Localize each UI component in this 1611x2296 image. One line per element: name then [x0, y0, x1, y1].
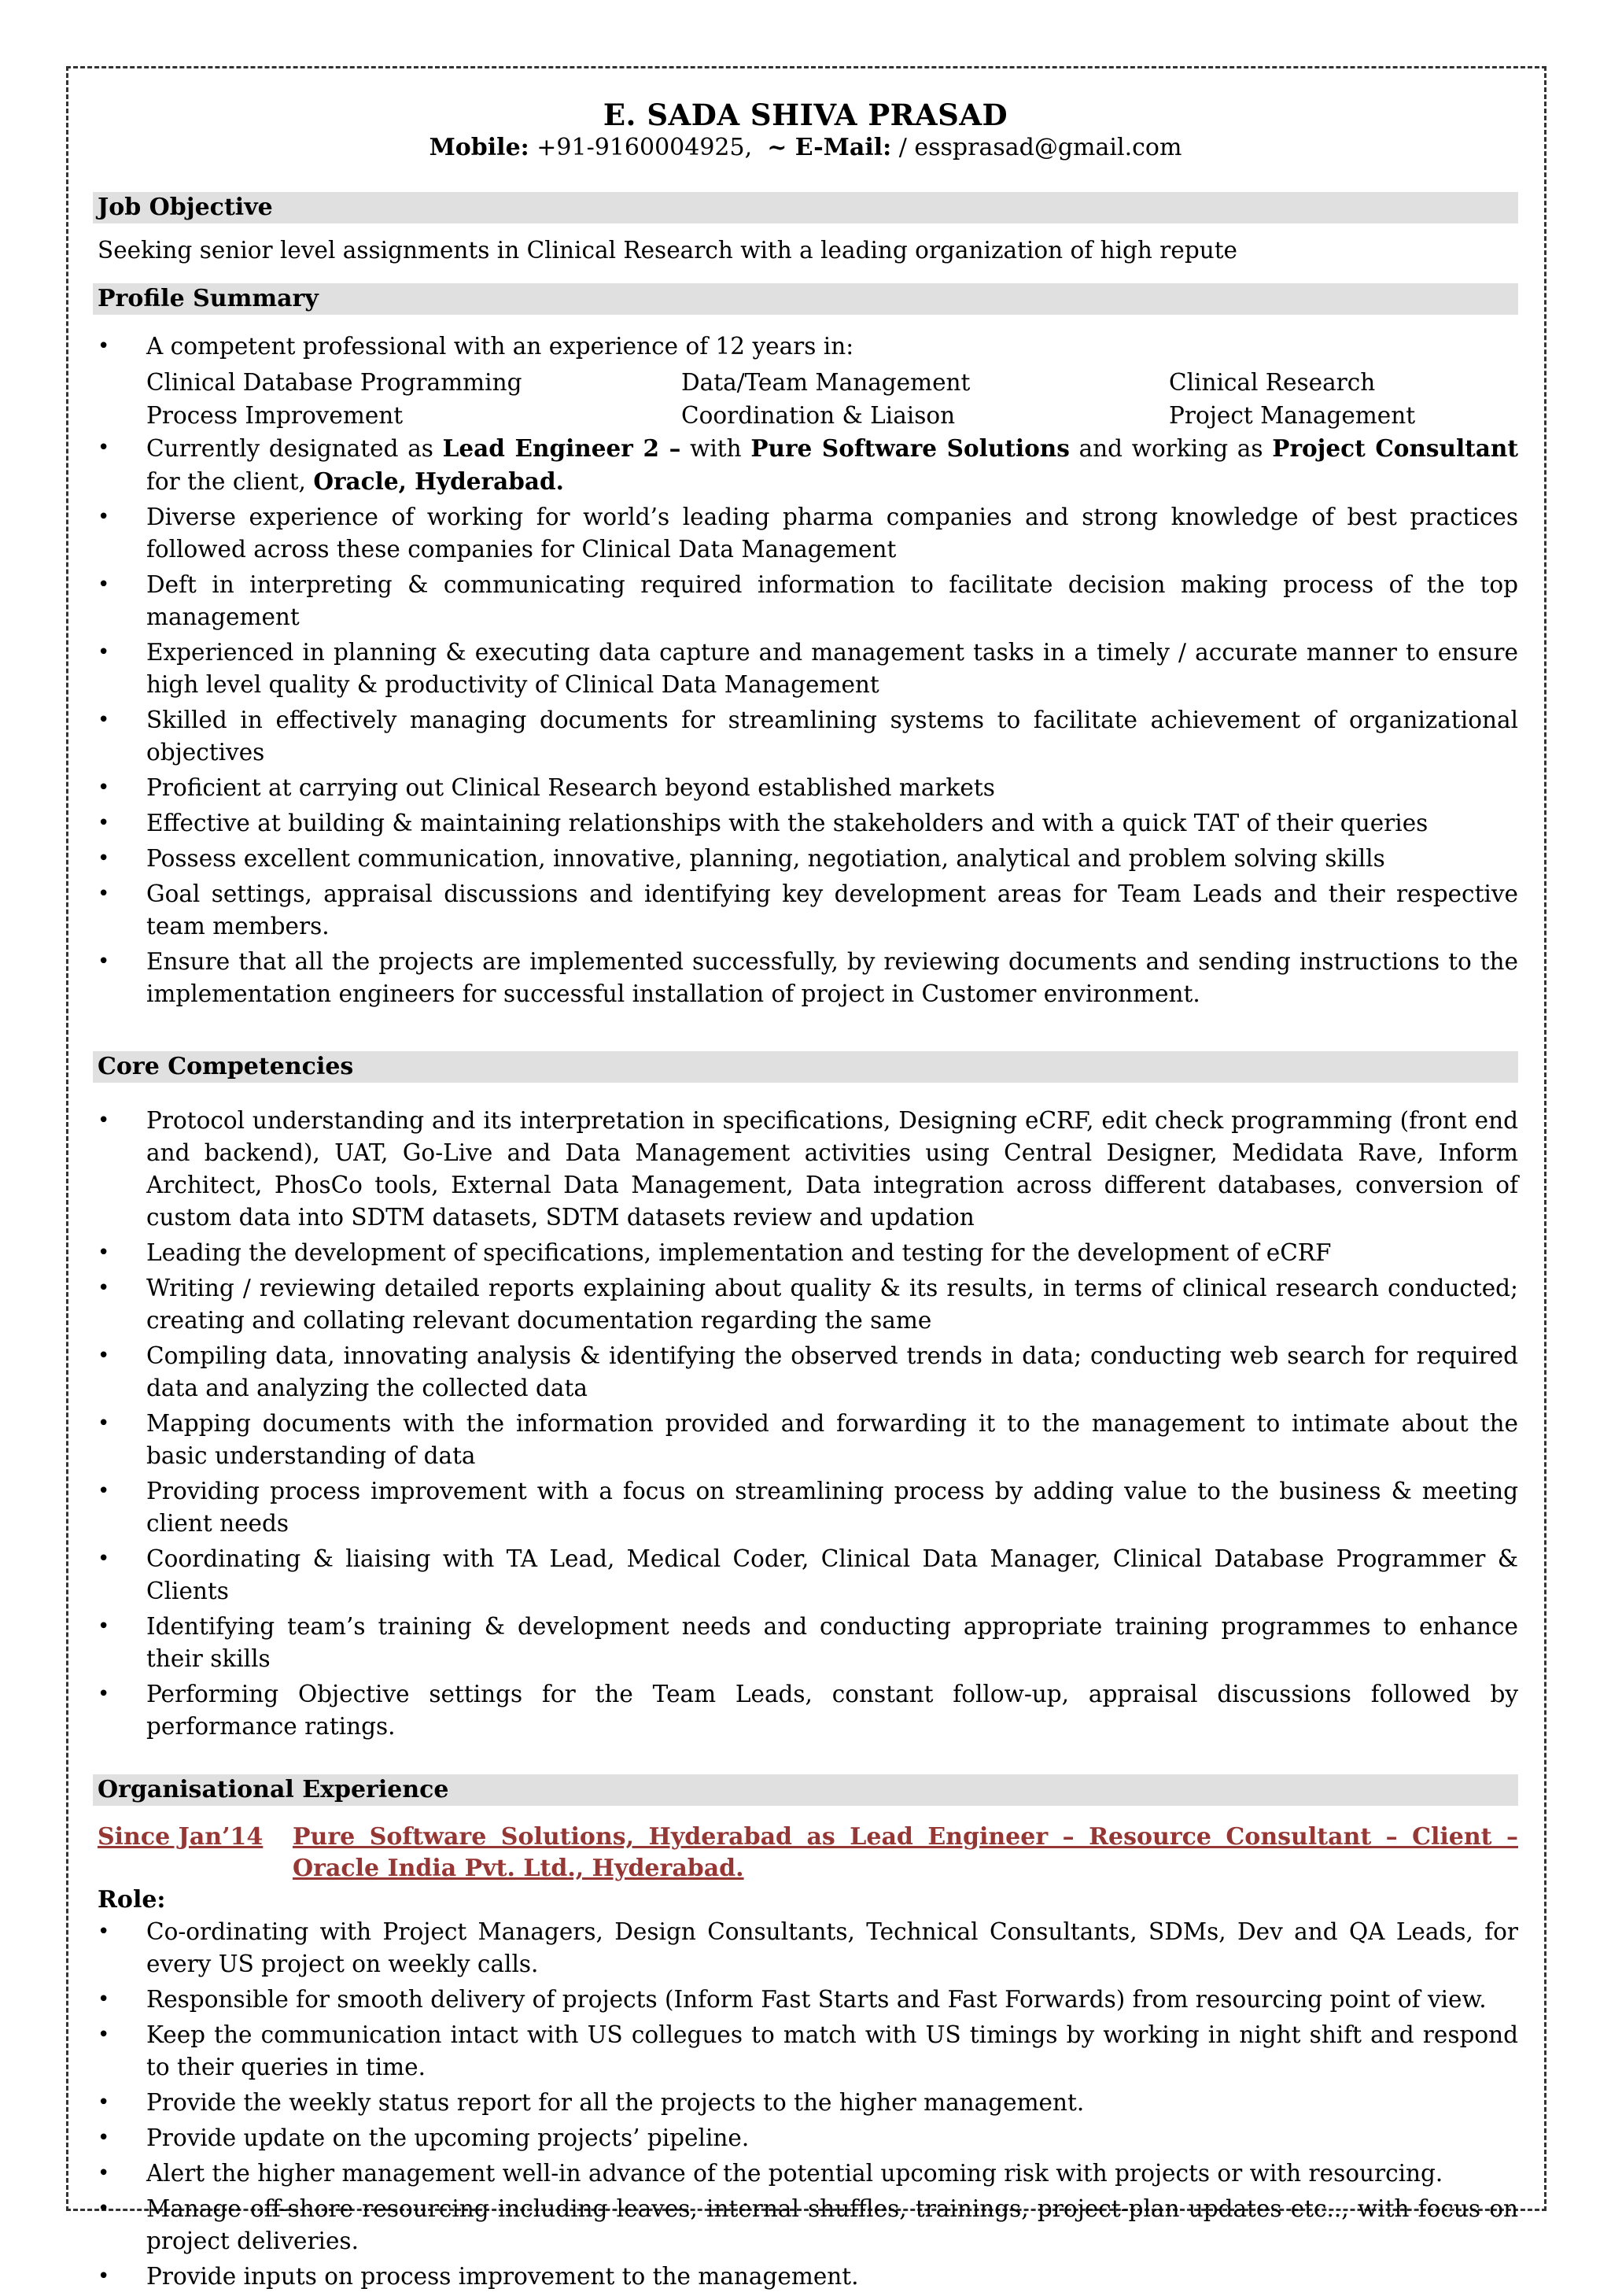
list-item — [93, 878, 1518, 943]
list-item — [93, 1916, 1518, 1980]
email-address: / essprasad@gmail.com — [898, 134, 1182, 161]
list-item-text: Provide update on the upcoming projects’ pipeline. — [146, 2124, 750, 2151]
section-heading-job-objective: Job Objective — [93, 192, 1518, 223]
bullet-icon: • — [98, 1241, 110, 1264]
mobile-number: +91-9160004925, — [536, 134, 753, 161]
list-item-text: Goal settings, appraisal discussions and identifying key development areas for Team Leads and their respective team members. — [146, 880, 1518, 939]
section-heading-experience: Organisational Experience — [93, 1774, 1518, 1806]
skill-item: Coordination & Liaison — [681, 402, 956, 429]
contact-line — [93, 132, 1518, 164]
list-item — [93, 501, 1518, 566]
bullet-icon: • — [98, 1615, 110, 1638]
skill-item: Data/Team Management — [681, 369, 971, 396]
list-item-text: Mapping documents with the information provided and forwarding it to the management to intimate about the basic understanding of data — [146, 1410, 1518, 1469]
experience-entry-heading — [93, 1822, 1518, 1884]
list-item — [93, 1105, 1518, 1234]
list-item-text: Writing / reviewing detailed reports explaining about quality & its results, in terms of clinical research conducted; creating and collating relevant documentation regarding the same — [146, 1275, 1518, 1334]
section-heading-profile-summary: Profile Summary — [93, 283, 1518, 315]
bullet-icon: • — [98, 776, 110, 799]
bullet-icon: • — [98, 2197, 110, 2220]
mobile-label: Mobile: — [429, 134, 529, 161]
bullet-icon: • — [98, 640, 110, 664]
resume-content — [93, 91, 1518, 2296]
candidate-name: E. SADA SHIVA PRASAD — [603, 98, 1008, 132]
list-item-text: Responsible for smooth delivery of projects (Inform Fast Starts and Fast Forwards) from resourcing point of view. — [146, 1986, 1487, 2013]
profile-summary-more-bullets — [93, 501, 1518, 1010]
list-item-text: Performing Objective settings for the Team Leads, constant follow-up, appraisal discussions followed by performance ratings. — [146, 1681, 1518, 1740]
list-item-text: Possess excellent communication, innovative, planning, negotiation, analytical and problem solving skills — [146, 845, 1385, 872]
list-item-text: Deft in interpreting & communicating required information to facilitate decision making process of the top management — [146, 571, 1518, 630]
list-item-text: Protocol understanding and its interpretation in specifications, Designing eCRF, edit check programming (front end and backend), UAT, Go-Live and Data Management activities using Central Designer, Medidata Rave, Inform Architect, PhosCo tools, External Data Management, Data integration across different databases, conversion of custom data into SDTM datasets, SDTM datasets review and updation — [146, 1107, 1518, 1231]
list-item — [93, 569, 1518, 633]
list-item — [93, 2158, 1518, 2190]
list-item — [93, 704, 1518, 769]
list-item-text: Compiling data, innovating analysis & identifying the observed trends in data; conducting web search for required data and analyzing the collected data — [146, 1342, 1518, 1401]
section-heading-core-competencies: Core Competencies — [93, 1051, 1518, 1083]
list-item — [93, 946, 1518, 1010]
list-item-text: Leading the development of specifications, implementation and testing for the development of eCRF — [146, 1239, 1332, 1266]
bullet-icon: • — [98, 436, 110, 460]
bullet-icon: • — [98, 573, 110, 596]
list-item-text: Identifying team’s training & development needs and conducting appropriate training programmes to enhance their skills — [146, 1613, 1518, 1672]
bullet-icon: • — [98, 1547, 110, 1571]
bullet-icon: • — [98, 1344, 110, 1368]
bullet-icon: • — [98, 882, 110, 906]
list-item — [93, 2261, 1518, 2293]
bullet-icon: • — [98, 1109, 110, 1132]
bullet-icon: • — [98, 505, 110, 529]
bullet-icon: • — [98, 847, 110, 870]
core-competencies-list — [93, 1105, 1518, 1743]
list-item-text: Keep the communication intact with US collegues to match with US timings by working in night shift and respond to their queries in time. — [146, 2021, 1518, 2080]
list-item — [93, 843, 1518, 875]
bullet-icon: • — [98, 2161, 110, 2185]
bullet-icon: • — [98, 1412, 110, 1435]
list-item — [93, 637, 1518, 701]
list-item: • Currently designated as Lead Engineer 2 – with Pure Software Solutions and working as Project Consultant for the client, Oracle, Hyderabad. — [93, 432, 1518, 498]
list-item-text: Proficient at carrying out Clinical Research beyond established markets — [146, 774, 995, 801]
skill-item: Clinical Database Programming — [146, 369, 522, 396]
bullet-icon: • — [98, 334, 110, 358]
bullet-icon: • — [98, 950, 110, 973]
list-item — [93, 1272, 1518, 1337]
list-item — [93, 1475, 1518, 1540]
bullet-icon: • — [98, 1682, 110, 1706]
email-label: ~ E-Mail: — [767, 134, 892, 161]
experience-company: Pure Software Solutions, Hyderabad as Lead Engineer – Resource Consultant – Client –Oracle India Pvt. Ltd., Hyderabad. — [293, 1823, 1518, 1882]
job-objective-text: Seeking senior level assignments in Clinical Research with a leading organization of high repute — [98, 237, 1238, 264]
list-item — [93, 2122, 1518, 2154]
list-item — [93, 2193, 1518, 2257]
bullet-icon: • — [98, 1276, 110, 1300]
experience-period: Since Jan’14 — [98, 1823, 264, 1851]
profile-summary-list — [93, 330, 1518, 363]
bullet-icon: • — [98, 2091, 110, 2114]
list-item-text: Diverse experience of working for world’s leading pharma companies and strong knowledge of best practices followed across these companies for Clinical Data Management — [146, 504, 1518, 563]
bullet-icon: • — [98, 2265, 110, 2288]
list-item — [93, 1237, 1518, 1269]
list-item-text: Coordinating & liaising with TA Lead, Medical Coder, Clinical Data Manager, Clinical Database Programmer & Clients — [146, 1545, 1518, 1604]
bullet-icon: • — [98, 811, 110, 835]
list-item: • A competent professional with an experience of 12 years in: — [93, 330, 1518, 363]
skill-item: Project Management — [1169, 402, 1416, 429]
list-item — [93, 1611, 1518, 1675]
bullet-icon: • — [98, 1988, 110, 2011]
skills-grid — [93, 366, 1518, 432]
list-item-text: Skilled in effectively managing documents for streamlining systems to facilitate achievement of organizational objectives — [146, 707, 1518, 766]
experience-role-list — [93, 1916, 1518, 2293]
bullet-icon: • — [98, 2023, 110, 2047]
list-item-text: Effective at building & maintaining relationships with the stakeholders and with a quick TAT of their queries — [146, 810, 1429, 836]
list-item — [93, 807, 1518, 840]
bullet-icon: • — [98, 1920, 110, 1943]
list-item — [93, 1543, 1518, 1608]
bullet-icon: • — [98, 2126, 110, 2150]
list-item — [93, 2087, 1518, 2119]
list-item-text: Provide the weekly status report for all the projects to the higher management. — [146, 2089, 1085, 2116]
list-item — [93, 1340, 1518, 1405]
list-item — [93, 1678, 1518, 1743]
profile-summary-bullets — [93, 432, 1518, 498]
skill-item: Clinical Research — [1169, 369, 1376, 396]
list-item-text: Experienced in planning & executing data capture and management tasks in a timely / accurate manner to ensure high level quality & productivity of Clinical Data Management — [146, 639, 1518, 698]
list-item-text: Co-ordinating with Project Managers, Design Consultants, Technical Consultants, SDMs, Dev and QA Leads, for every US project on weekly calls. — [146, 1918, 1518, 1977]
list-item — [93, 2019, 1518, 2084]
list-item-text: Provide inputs on process improvement to the management. — [146, 2263, 859, 2290]
list-item-text: Ensure that all the projects are implemented successfully, by reviewing documents and sending instructions to the implementation engineers for successful installation of project in Customer environment. — [146, 948, 1518, 1007]
list-item-text: Manage off-shore resourcing including leaves, internal shuffles, trainings, project-plan updates etc.., with focus on project deliveries. — [146, 2195, 1518, 2254]
bullet-icon: • — [98, 708, 110, 732]
role-label: Role: — [98, 1886, 166, 1914]
list-item-text: Providing process improvement with a focus on streamlining process by adding value to the business & meeting client needs — [146, 1478, 1518, 1537]
list-item — [93, 772, 1518, 804]
list-item — [93, 1984, 1518, 2016]
list-item — [93, 1408, 1518, 1472]
skill-item: Process Improvement — [146, 402, 404, 429]
list-item-text: Alert the higher management well-in advance of the potential upcoming risk with projects or with resourcing. — [146, 2160, 1443, 2187]
bullet-icon: • — [98, 1479, 110, 1503]
